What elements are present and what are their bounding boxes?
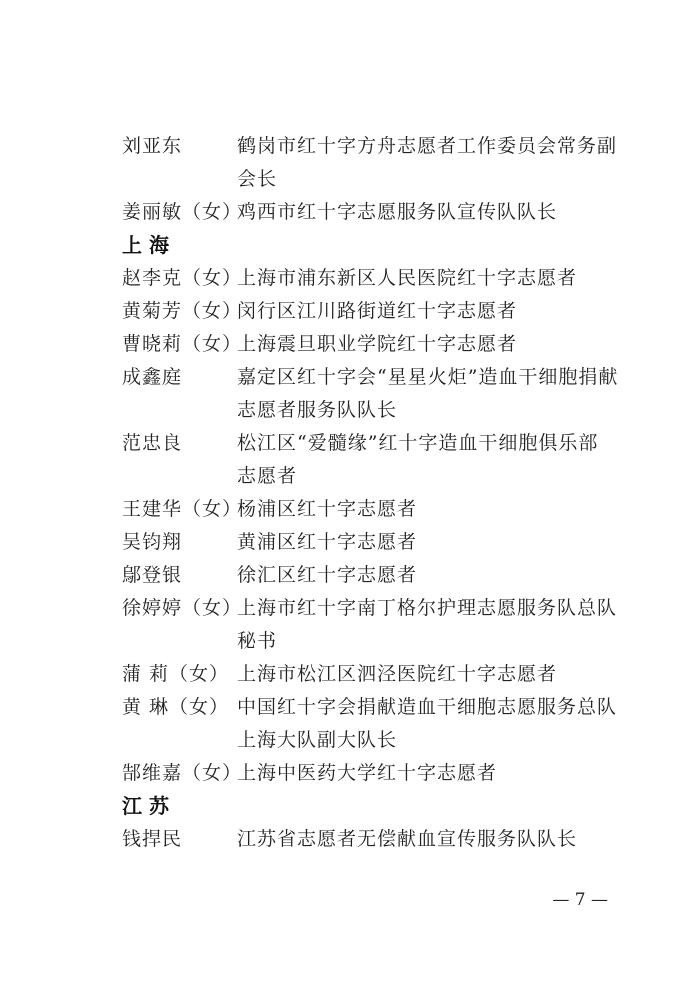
entry-role-continued: 志愿者服务队队长	[237, 399, 398, 421]
entry-role: 江苏省志愿者无偿献血宣传服务队队长	[237, 828, 578, 850]
entry-name: 赵李克（女）	[122, 267, 243, 289]
entry-name: 曹晓莉（女）	[122, 333, 243, 355]
entry-role: 徐汇区红十字志愿者	[237, 564, 418, 586]
page-number: — 7 —	[552, 890, 608, 910]
section-heading: 上 海	[122, 233, 169, 257]
entry-role: 杨浦区红十字志愿者	[237, 498, 418, 520]
entry-name: 黄 琳（女）	[122, 696, 230, 718]
entry-role: 鹤岗市红十字方舟志愿者工作委员会常务副	[237, 135, 618, 157]
section-heading: 江 苏	[122, 794, 169, 818]
entry-name: 蒲 莉（女）	[122, 663, 230, 685]
entry-role: 上海震旦职业学院红十字志愿者	[237, 333, 518, 355]
entry-role-continued: 志愿者	[237, 465, 298, 487]
entry-role: 闵行区江川路街道红十字志愿者	[237, 300, 518, 322]
entry-name: 徐婷婷（女）	[122, 597, 243, 619]
entry-role: 上海市红十字南丁格尔护理志愿服务队总队	[237, 597, 618, 619]
entry-role: 上海中医药大学红十字志愿者	[237, 762, 498, 784]
entry-role: 中国红十字会捐献造血干细胞志愿服务总队	[237, 696, 618, 718]
entry-name: 成鑫庭	[122, 366, 183, 388]
entry-name: 鄔登银	[122, 564, 183, 586]
entry-name: 王建华（女）	[122, 498, 243, 520]
entry-name: 姜丽敏（女）	[122, 201, 243, 223]
entry-name: 钱捍民	[122, 828, 183, 850]
entry-role: 黄浦区红十字志愿者	[237, 531, 418, 553]
entry-role-continued: 上海大队副大队长	[237, 729, 398, 751]
entry-role: 松江区“爱髓缘”红十字造血干细胞俱乐部	[237, 432, 599, 454]
entry-name: 郜维嘉（女）	[122, 762, 243, 784]
entry-name: 范忠良	[122, 432, 183, 454]
entry-role: 上海市浦东新区人民医院红十字志愿者	[237, 267, 578, 289]
entry-role-continued: 秘书	[237, 630, 278, 652]
entry-role-continued: 会长	[237, 168, 278, 190]
entry-role: 鸡西市红十字志愿服务队宣传队队长	[237, 201, 558, 223]
entry-role: 嘉定区红十字会“星星火炬”造血干细胞捐献	[237, 366, 619, 388]
entry-role: 上海市松江区泗泾医院红十字志愿者	[237, 663, 558, 685]
entry-name: 吴钧翔	[122, 531, 183, 553]
entry-name: 黄菊芳（女）	[122, 300, 243, 322]
entry-name: 刘亚东	[122, 135, 183, 157]
